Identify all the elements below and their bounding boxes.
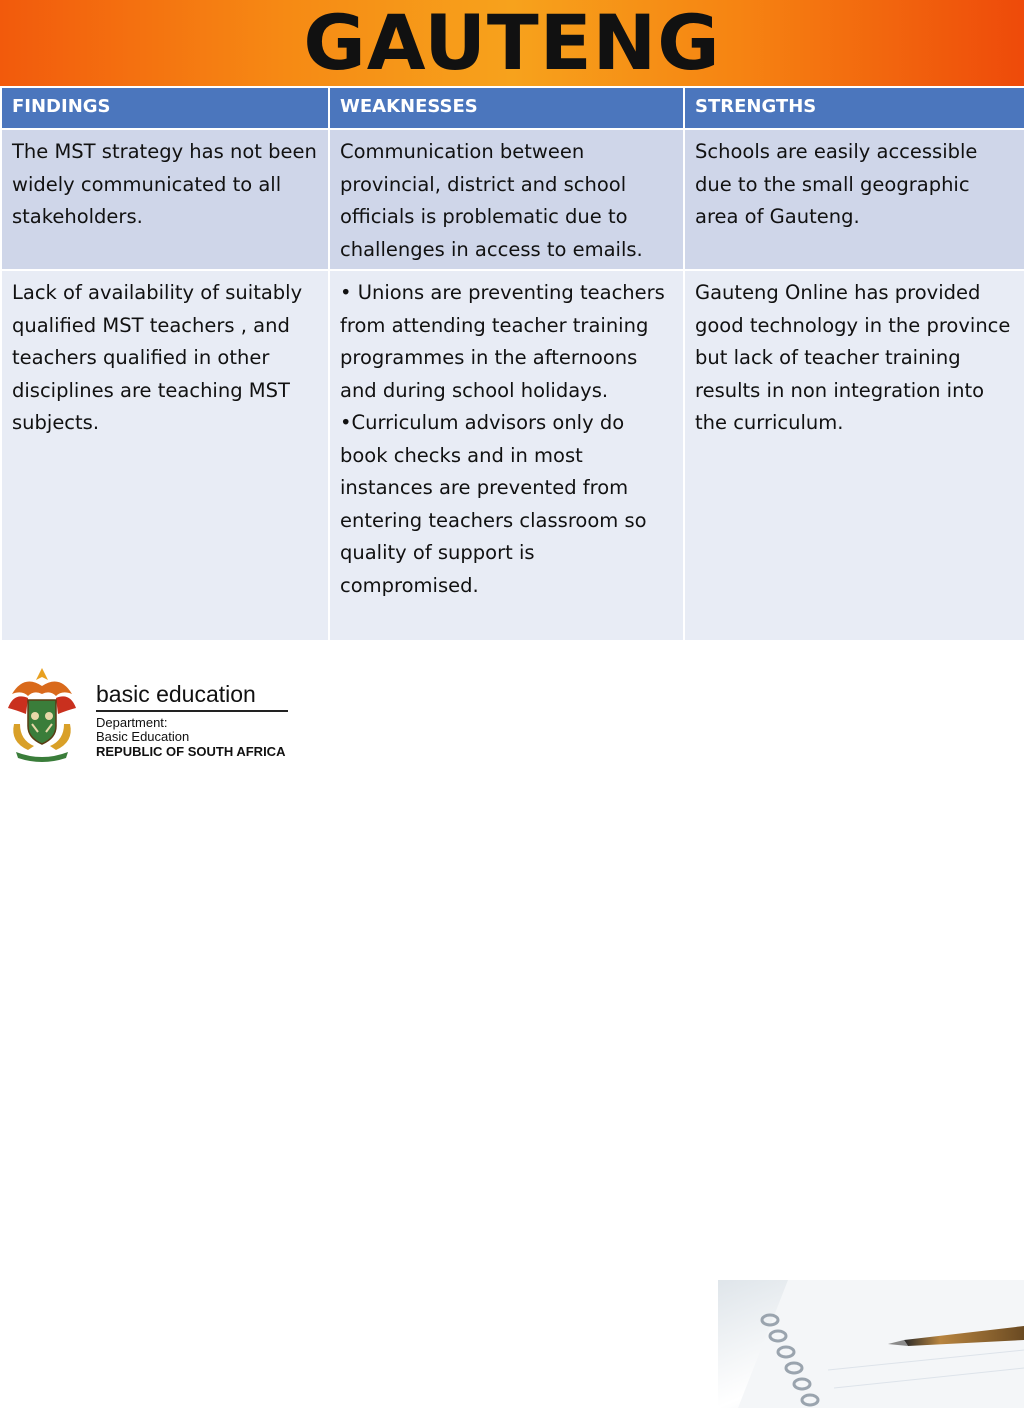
- table-row: [1, 270, 1024, 641]
- slide-title: GAUTENG: [303, 0, 721, 87]
- brand-divider: [96, 710, 288, 712]
- weakness-item: Communication between provincial, district and school officials is problematic due to challenges in access to emails.: [340, 140, 643, 261]
- title-band: [0, 0, 1024, 86]
- table-row: [1, 129, 1024, 270]
- country-name: REPUBLIC OF SOUTH AFRICA: [96, 744, 286, 759]
- cell-strengths: Schools are easily accessible due to the small geographic area of Gauteng.: [684, 129, 1024, 270]
- weakness-item: • Unions are preventing teachers from attending teacher training programmes in the afternoons and during school holidays.: [340, 281, 665, 402]
- findings-table: [0, 86, 1024, 642]
- header-weaknesses: WEAKNESSES: [329, 87, 684, 129]
- cell-weaknesses: [329, 129, 684, 270]
- brand-name: basic education: [96, 681, 256, 707]
- dept-line-1: Department:: [96, 715, 168, 730]
- dept-line-2: Basic Education: [96, 729, 190, 744]
- cell-findings: Lack of availability of suitably qualified MST teachers , and teachers qualified in other disciplines are teaching MST subjects.: [1, 270, 329, 641]
- table-header-row: [1, 87, 1024, 129]
- weakness-item: •Curriculum advisors only do book checks and in most instances are prevented from entering teachers classroom so quality of support is compromised.: [340, 411, 647, 597]
- cell-weaknesses: [329, 270, 684, 641]
- header-strengths: STRENGTHS: [684, 87, 1024, 129]
- notebook-pen-photo: [718, 1280, 1024, 1408]
- coat-of-arms-icon: [4, 664, 80, 764]
- brand-block: [96, 680, 288, 760]
- header-findings: FINDINGS: [1, 87, 329, 129]
- cell-findings: The MST strategy has not been widely communicated to all stakeholders.: [1, 129, 329, 270]
- cell-strengths: Gauteng Online has provided good technology in the province but lack of teacher training results in non integration into the curriculum.: [684, 270, 1024, 641]
